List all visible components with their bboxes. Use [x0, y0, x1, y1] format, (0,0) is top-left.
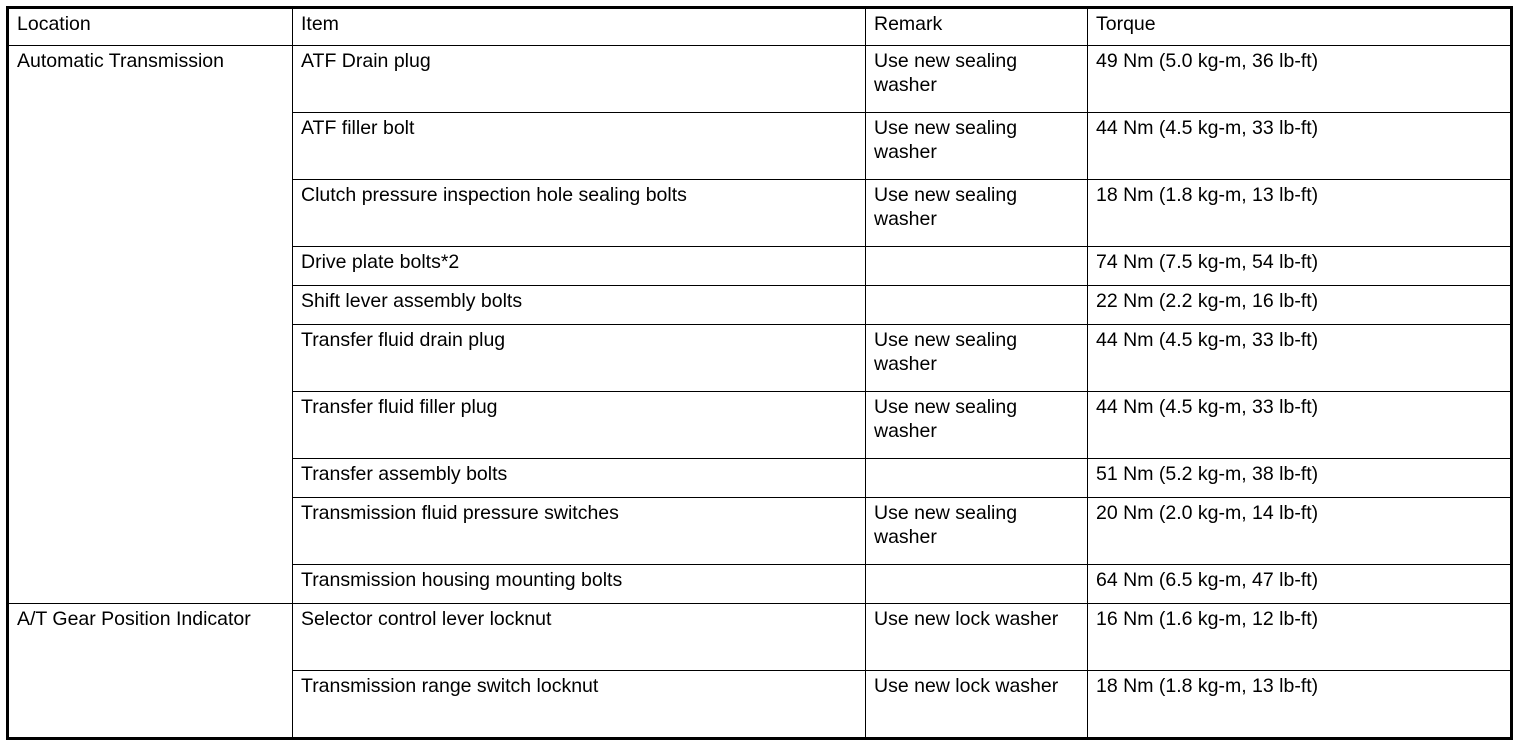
item-cell: Shift lever assembly bolts	[293, 286, 866, 325]
item-cell: ATF Drain plug	[293, 46, 866, 113]
item-cell: Transfer fluid drain plug	[293, 325, 866, 392]
column-header-location: Location	[8, 8, 293, 46]
column-header-torque: Torque	[1088, 8, 1512, 46]
torque-cell: 44 Nm (4.5 kg-m, 33 lb-ft)	[1088, 113, 1512, 180]
location-cell-at-gear-position-indicator: A/T Gear Position Indicator	[8, 604, 293, 739]
torque-cell: 18 Nm (1.8 kg-m, 13 lb-ft)	[1088, 671, 1512, 739]
torque-cell: 64 Nm (6.5 kg-m, 47 lb-ft)	[1088, 565, 1512, 604]
column-header-item: Item	[293, 8, 866, 46]
remark-cell: Use new sealing washer	[866, 180, 1088, 247]
item-cell: Selector control lever locknut	[293, 604, 866, 671]
remark-cell: Use new sealing washer	[866, 113, 1088, 180]
item-cell: Transfer fluid filler plug	[293, 392, 866, 459]
location-cell-automatic-transmission: Automatic Transmission	[8, 46, 293, 604]
torque-cell: 44 Nm (4.5 kg-m, 33 lb-ft)	[1088, 325, 1512, 392]
torque-cell: 18 Nm (1.8 kg-m, 13 lb-ft)	[1088, 180, 1512, 247]
table-row	[8, 46, 1512, 113]
torque-cell: 22 Nm (2.2 kg-m, 16 lb-ft)	[1088, 286, 1512, 325]
remark-cell	[866, 459, 1088, 498]
torque-cell: 16 Nm (1.6 kg-m, 12 lb-ft)	[1088, 604, 1512, 671]
item-cell: Clutch pressure inspection hole sealing bolts	[293, 180, 866, 247]
remark-cell: Use new sealing washer	[866, 498, 1088, 565]
torque-cell: 20 Nm (2.0 kg-m, 14 lb-ft)	[1088, 498, 1512, 565]
torque-cell: 49 Nm (5.0 kg-m, 36 lb-ft)	[1088, 46, 1512, 113]
item-cell: Transmission fluid pressure switches	[293, 498, 866, 565]
item-cell: ATF filler bolt	[293, 113, 866, 180]
torque-cell: 51 Nm (5.2 kg-m, 38 lb-ft)	[1088, 459, 1512, 498]
remark-cell: Use new sealing washer	[866, 392, 1088, 459]
table-body	[8, 46, 1512, 739]
table-header-row	[8, 8, 1512, 46]
item-cell: Transfer assembly bolts	[293, 459, 866, 498]
torque-cell: 74 Nm (7.5 kg-m, 54 lb-ft)	[1088, 247, 1512, 286]
table-row	[8, 604, 1512, 671]
remark-cell	[866, 565, 1088, 604]
remark-cell: Use new sealing washer	[866, 325, 1088, 392]
column-header-remark: Remark	[866, 8, 1088, 46]
remark-cell	[866, 286, 1088, 325]
remark-cell: Use new sealing washer	[866, 46, 1088, 113]
torque-specification-table	[6, 6, 1513, 740]
item-cell: Transmission range switch locknut	[293, 671, 866, 739]
remark-cell: Use new lock washer	[866, 671, 1088, 739]
item-cell: Transmission housing mounting bolts	[293, 565, 866, 604]
document-page	[0, 6, 1520, 738]
remark-cell	[866, 247, 1088, 286]
table-header	[8, 8, 1512, 46]
torque-cell: 44 Nm (4.5 kg-m, 33 lb-ft)	[1088, 392, 1512, 459]
remark-cell: Use new lock washer	[866, 604, 1088, 671]
item-cell: Drive plate bolts*2	[293, 247, 866, 286]
